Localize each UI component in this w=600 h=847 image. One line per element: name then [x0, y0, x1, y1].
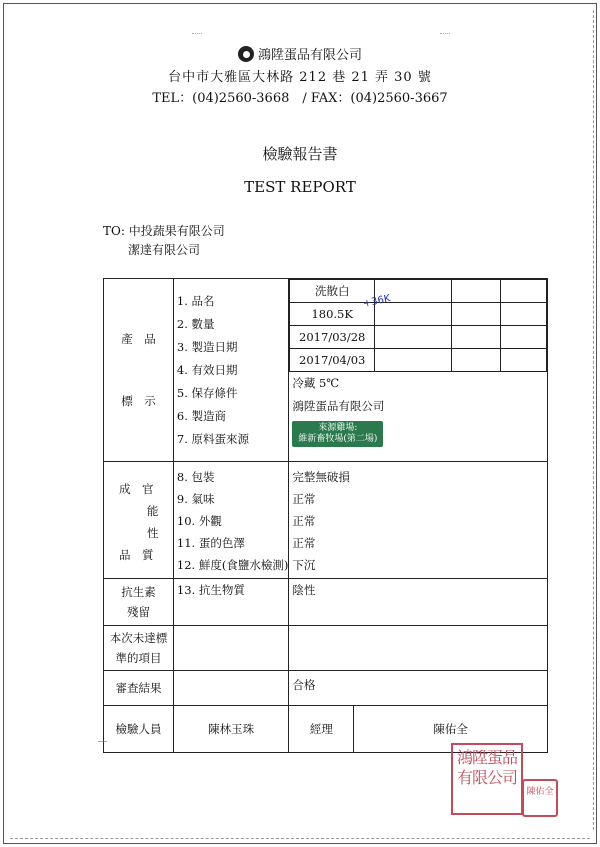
product-item-labels: [173, 279, 288, 462]
value-freshness: 下沉: [292, 558, 316, 572]
item-label: 7. 原料蛋來源: [176, 431, 250, 446]
to-label: TO:: [103, 224, 125, 238]
product-section: [104, 279, 548, 462]
value-manufacturer: 鴻陞蛋品有限公司: [292, 399, 385, 413]
handwritten-note: +36K: [362, 293, 392, 310]
seal-text: 鴻陞蛋品有限公司: [457, 748, 518, 787]
label-marking: 標 示: [121, 394, 156, 408]
nonconform-item: [173, 626, 288, 671]
item-label: 4. 有效日期: [176, 362, 238, 377]
antibiotic-label: [104, 579, 174, 626]
item-label: 12. 鮮度(食鹽水檢測): [176, 558, 289, 572]
value-smell: 正常: [292, 492, 316, 506]
item-label: 6. 製造商: [176, 408, 227, 423]
label-line: 準的項目: [115, 651, 162, 665]
label-char: 成: [119, 482, 131, 496]
label-char: 官: [142, 482, 154, 496]
quality-item-labels: [173, 462, 288, 579]
label-char: 性: [147, 526, 159, 540]
manager-label: 經理: [289, 706, 354, 752]
nonconform-label: [104, 626, 174, 671]
item-label: 9. 氣味: [176, 492, 215, 506]
product-section-label: [104, 279, 174, 462]
antibiotic-item: 13. 抗生物質: [173, 579, 288, 626]
company-name: 鴻陞蛋品有限公司: [0, 44, 600, 63]
item-label: 5. 保存條件: [176, 385, 238, 400]
personal-seal-stamp: [522, 779, 558, 817]
inspector-label: 檢驗人員: [104, 706, 174, 753]
manager-name: 陳佑全: [433, 722, 468, 736]
edge-line: [593, 10, 594, 830]
value-package: 完整無破損: [292, 470, 350, 484]
company-phone-fax: TEL：(04)2560-3668 / FAX：(04)2560-3667: [152, 91, 448, 106]
badge-line-2: 維新畜牧場(第二場): [298, 434, 378, 444]
value-color: 正常: [292, 536, 316, 550]
value-mfg-date: 2017/03/28: [290, 326, 375, 349]
recipient-2: 潔達有限公司: [128, 243, 201, 257]
value-name: 洗散白: [290, 280, 375, 303]
badge-line-1: 來源雞場:: [318, 423, 358, 433]
label-line: 抗生素: [121, 585, 156, 599]
item-label: 8. 包裝: [176, 470, 215, 484]
item-label: 10. 外觀: [176, 514, 222, 528]
recipient-block: [103, 222, 225, 260]
seal-text: 陳佑全: [526, 787, 554, 797]
recipient-1: 中投蔬果有限公司: [128, 224, 225, 238]
value-quantity: 180.5K: [290, 303, 375, 326]
nonconform-section: [104, 626, 548, 671]
scan-mark: [440, 33, 450, 34]
quality-section-label: [104, 462, 174, 579]
value-storage: 冷藏 5℃: [292, 376, 340, 390]
margin-mark: ―: [98, 737, 107, 747]
edge-line: [10, 838, 590, 839]
antibiotic-section: [104, 579, 548, 626]
label-line: 本次未達標: [109, 631, 168, 645]
item-label: 11. 蛋的色澤: [176, 536, 245, 550]
item-label: 2. 數量: [176, 316, 215, 331]
company-seal-stamp: [451, 743, 523, 815]
company-logo-icon: [238, 46, 254, 62]
review-value: 合格: [289, 671, 548, 706]
label-product: 產 品: [121, 332, 156, 346]
value-appearance: 正常: [292, 514, 316, 528]
company-address: 台中市大雅區大林路 212 巷 21 弄 30 號: [168, 70, 432, 85]
label-char: 能: [147, 504, 159, 518]
item-label: 3. 製造日期: [176, 339, 238, 354]
label-char: 品: [119, 548, 131, 562]
antibiotic-value: 陰性: [289, 579, 548, 626]
report-title-zh: 檢驗報告書: [262, 145, 338, 163]
source-badge: [292, 418, 547, 461]
quality-section: [104, 462, 548, 579]
inspector-name: 陳林玉珠: [173, 706, 288, 753]
item-label: 1. 品名: [176, 293, 215, 308]
quality-item-values: [289, 462, 548, 579]
product-item-values: [289, 279, 548, 462]
label-char: 質: [142, 548, 154, 562]
report-title-en: TEST REPORT: [244, 178, 356, 196]
report-table: [103, 278, 548, 753]
review-label: 審查結果: [104, 671, 174, 706]
label-line: 殘留: [126, 605, 150, 619]
review-item: [173, 671, 288, 706]
review-section: [104, 671, 548, 706]
scan-mark: [192, 33, 202, 34]
nonconform-value: [289, 626, 548, 671]
value-exp-date: 2017/04/03: [290, 349, 375, 372]
